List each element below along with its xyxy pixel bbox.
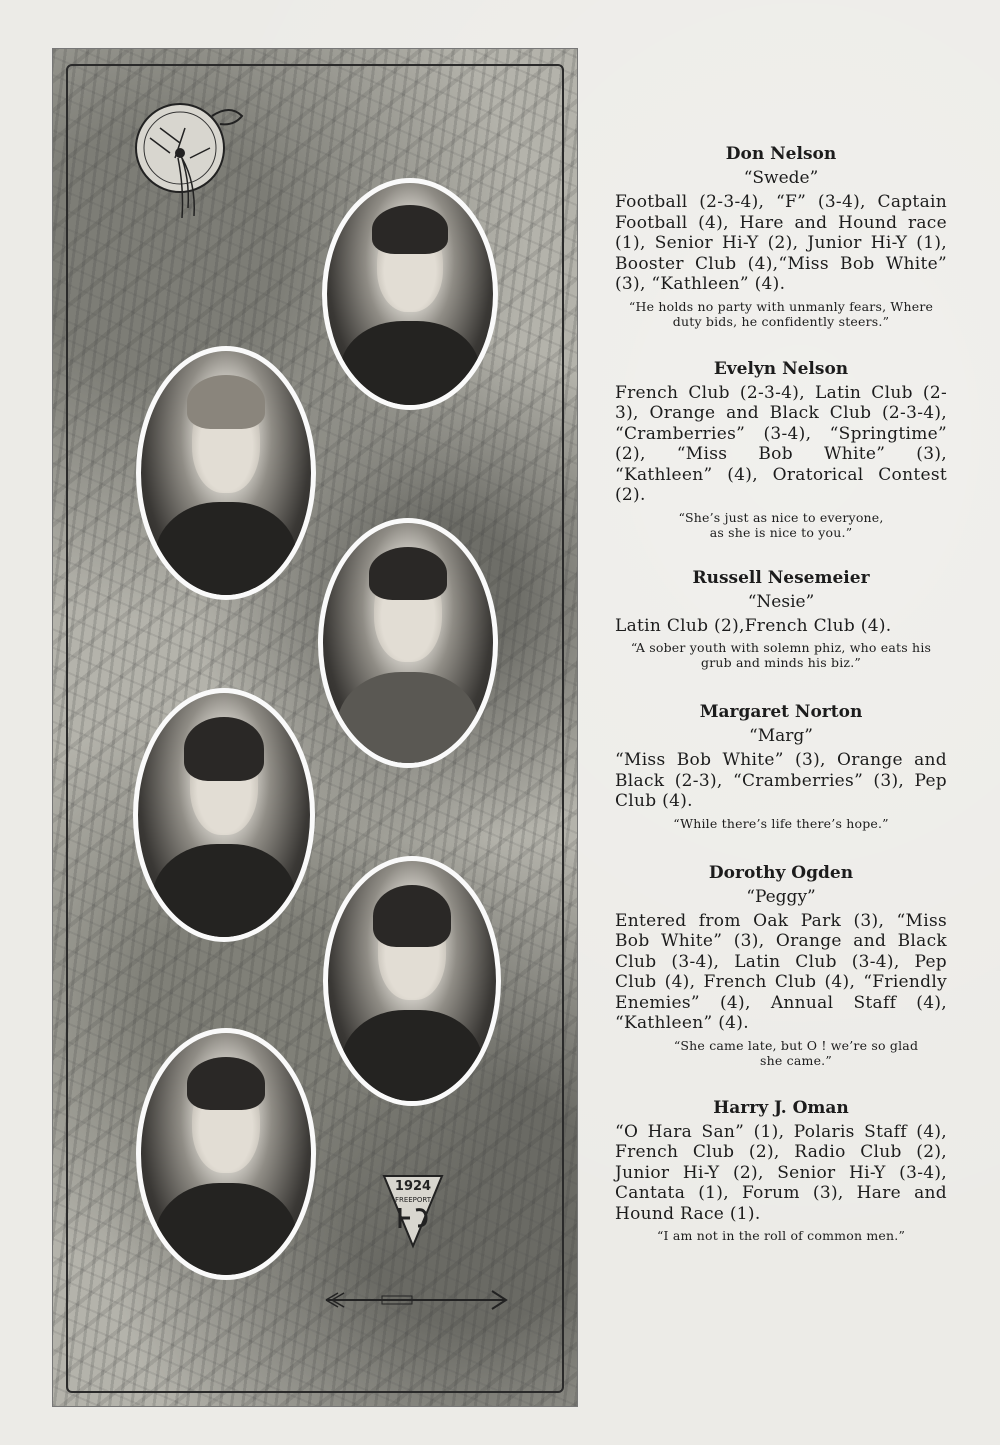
- entry-harry-oman: [615, 1096, 947, 1244]
- student-quote: “He holds no party with unmanly fears, Where duty bids, he confidently steers.”: [628, 298, 934, 329]
- arrow-pipe-ornament-icon: [322, 1285, 510, 1315]
- portrait-dorothy-ogden: [323, 856, 501, 1106]
- student-activities: “O Hara San” (1), Polaris Staff (4), French Club (2), Radio Club (2), Junior Hi-Y (2), Senior Hi-Y (3-4), Cantata (1), Forum (3), Hare and Hound Race (1).: [615, 1121, 947, 1224]
- student-activities: Football (2-3-4), “F” (3-4), Captain Football (4), Hare and Hound race (1), Senior Hi-Y (2), Junior Hi-Y (1), Booster Club (4),“Miss Bob White” (3), “Kathleen” (4).: [615, 192, 947, 294]
- student-name: Harry J. Oman: [713, 1097, 849, 1118]
- entry-evelyn-nelson: [615, 357, 947, 540]
- student-activities: Entered from Oak Park (3), “Miss Bob White” (3), Orange and Black Club (3-4), Latin Club (3-4), Pep Club (4), French Club (4), “Friendly Enemies” (4), Annual Staff (4), “Kathleen” (4).: [615, 910, 947, 1033]
- dreamcatcher-emblem-icon: [130, 98, 252, 220]
- student-quote: “A sober youth with solemn phiz, who eats his grub and minds his biz.”: [630, 640, 932, 670]
- student-name: Dorothy Ogden: [708, 862, 854, 883]
- student-quote: “While there’s life there’s hope.”: [673, 815, 889, 831]
- student-name: Margaret Norton: [699, 702, 863, 722]
- entry-russell-nesemeier: [615, 566, 947, 671]
- portrait-harry-oman: [136, 1028, 316, 1280]
- student-quote: “I am not in the roll of common men.”: [656, 1228, 906, 1243]
- student-activities: Latin Club (2),French Club (4).: [615, 615, 892, 636]
- portrait-evelyn-nelson: [136, 346, 316, 600]
- photo-panel-background: [52, 48, 578, 1407]
- entry-margaret-norton: [615, 700, 947, 831]
- student-name: Russell Nesemeier: [692, 567, 870, 588]
- logo-year: 1924: [394, 1179, 432, 1194]
- student-name: Don Nelson: [725, 144, 837, 164]
- senior-entries: [615, 142, 947, 1243]
- portrait-don-nelson: [322, 178, 498, 410]
- student-activities: French Club (2-3-4), Latin Club (2-3), Orange and Black Club (2-3-4), “Cramberries” (3-4), “Springtime” (2), “Miss Bob White” (3), “Kathleen” (4), Oratorical Contest (2).: [615, 382, 947, 505]
- student-nickname: “Marg”: [749, 726, 813, 746]
- student-nickname: “Swede”: [743, 168, 819, 188]
- portrait-margaret-norton: [133, 688, 315, 942]
- entry-don-nelson: [615, 142, 947, 329]
- student-name: Evelyn Nelson: [713, 358, 849, 379]
- student-activities: “Miss Bob White” (3), Orange and Black (2-3), “Cramberries” (3), Pep Club (4).: [615, 750, 947, 811]
- student-nickname: “Peggy”: [746, 886, 816, 907]
- student-quote: “She came late, but O ! we’re so glad she came.”: [673, 1037, 919, 1068]
- portrait-russell-nesemeier: [318, 518, 498, 768]
- freeport-1924-logo-icon: [378, 1170, 448, 1250]
- entry-dorothy-ogden: [615, 861, 947, 1068]
- logo-school: FREEPORT: [394, 1196, 432, 1204]
- student-nickname: “Nesie”: [747, 591, 815, 612]
- student-quote: “She’s just as nice to everyone, as she is nice to you.”: [678, 509, 884, 540]
